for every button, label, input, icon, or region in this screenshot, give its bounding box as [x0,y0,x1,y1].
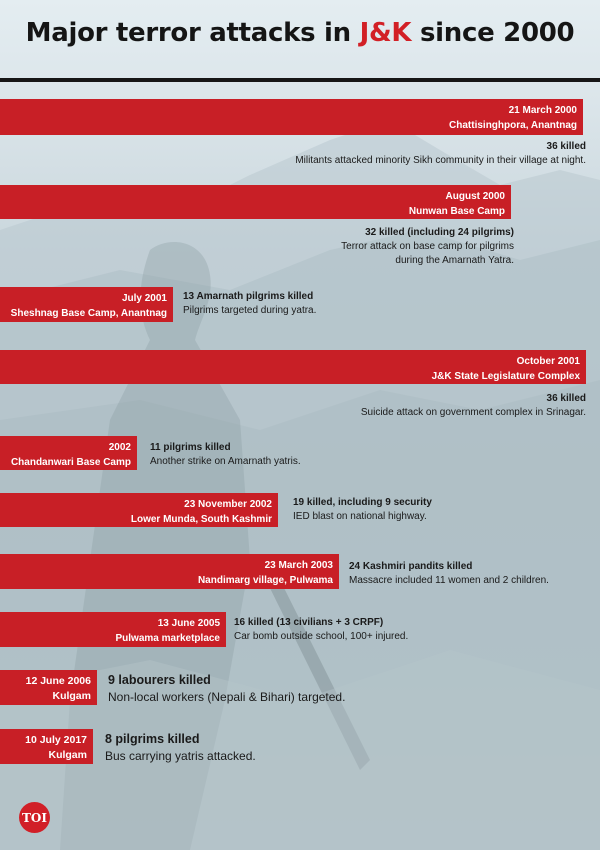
event-detail: Car bomb outside school, 100+ injured. [234,631,409,642]
event-place: Pulwama marketplace [115,633,220,644]
event-date: 23 November 2002 [184,499,272,510]
event-date: 21 March 2000 [508,105,577,116]
event-detail: Non-local workers (Nepali & Bihari) targeted. [108,690,346,704]
event-headline: 8 pilgrims killed [105,732,200,746]
event-detail: Suicide attack on government complex in Srinagar. [360,407,586,418]
event-headline: 19 killed, including 9 security [293,497,432,508]
title-accent: J&K [359,18,412,48]
event-place: Sheshnag Base Camp, Anantnag [10,308,167,319]
event-headline: 13 Amarnath pilgrims killed [183,291,314,302]
event-headline: 9 labourers killed [108,673,211,687]
event-bar [0,493,278,527]
event-bar [0,554,339,589]
event-bar [0,287,173,322]
title-prefix: Major terror attacks in [25,18,360,48]
event-date: October 2001 [516,356,580,367]
event-detail: Pilgrims targeted during yatra. [183,305,317,316]
page-title [0,18,600,48]
event-description [361,392,586,420]
event-bar [0,350,586,384]
event-detail: Massacre included 11 women and 2 children. [349,575,549,586]
event-date: 10 July 2017 [25,734,87,746]
title-divider [0,78,600,82]
event-date: August 2000 [445,191,505,202]
event-detail: during the Amarnath Yatra. [395,255,514,266]
event-place: J&K State Legislature Complex [431,371,580,382]
event-date: 2002 [108,442,131,453]
event-place: Kulgam [48,749,87,761]
event-headline: 11 pilgrims killed [150,442,231,453]
event-detail: IED blast on national highway. [293,511,427,522]
event-bar [0,612,226,647]
event-description [183,290,316,318]
event-headline: 36 killed [546,141,586,152]
event-headline: 16 killed (13 civilians + 3 CRPF) [234,617,384,628]
event-place: Chattisinghpora, Anantnag [449,120,577,131]
event-detail: Terror attack on base camp for pilgrims [341,241,514,252]
event-bar [0,185,511,219]
event-date: 13 June 2005 [157,618,220,629]
event-description [105,731,256,765]
event-description [108,672,345,706]
event-description [150,441,301,469]
event-date: 23 March 2003 [264,560,333,571]
event-headline: 32 killed (including 24 pilgrims) [365,227,514,238]
title-suffix: since 2000 [411,18,575,48]
event-bar [0,670,97,705]
event-place: Nandimarg village, Pulwama [197,575,333,586]
event-place: Kulgam [52,690,91,702]
event-description [293,496,432,524]
event-bar [0,436,137,470]
event-bar [0,729,93,764]
event-description [341,226,514,268]
event-description [295,140,586,168]
event-bar [0,99,583,135]
event-detail: Militants attacked minority Sikh community in their village at night. [295,155,586,166]
toi-logo: TOI [19,802,50,833]
event-detail: Bus carrying yatris attacked. [105,749,256,763]
event-headline: 36 killed [546,393,586,404]
event-date: July 2001 [121,293,167,304]
event-description [234,616,408,644]
event-description [349,560,549,588]
event-detail: Another strike on Amarnath yatris. [150,456,301,467]
event-place: Chandanwari Base Camp [10,457,131,468]
event-place: Lower Munda, South Kashmir [130,514,272,525]
event-headline: 24 Kashmiri pandits killed [349,561,473,572]
event-date: 12 June 2006 [25,675,91,687]
event-place: Nunwan Base Camp [408,206,505,217]
